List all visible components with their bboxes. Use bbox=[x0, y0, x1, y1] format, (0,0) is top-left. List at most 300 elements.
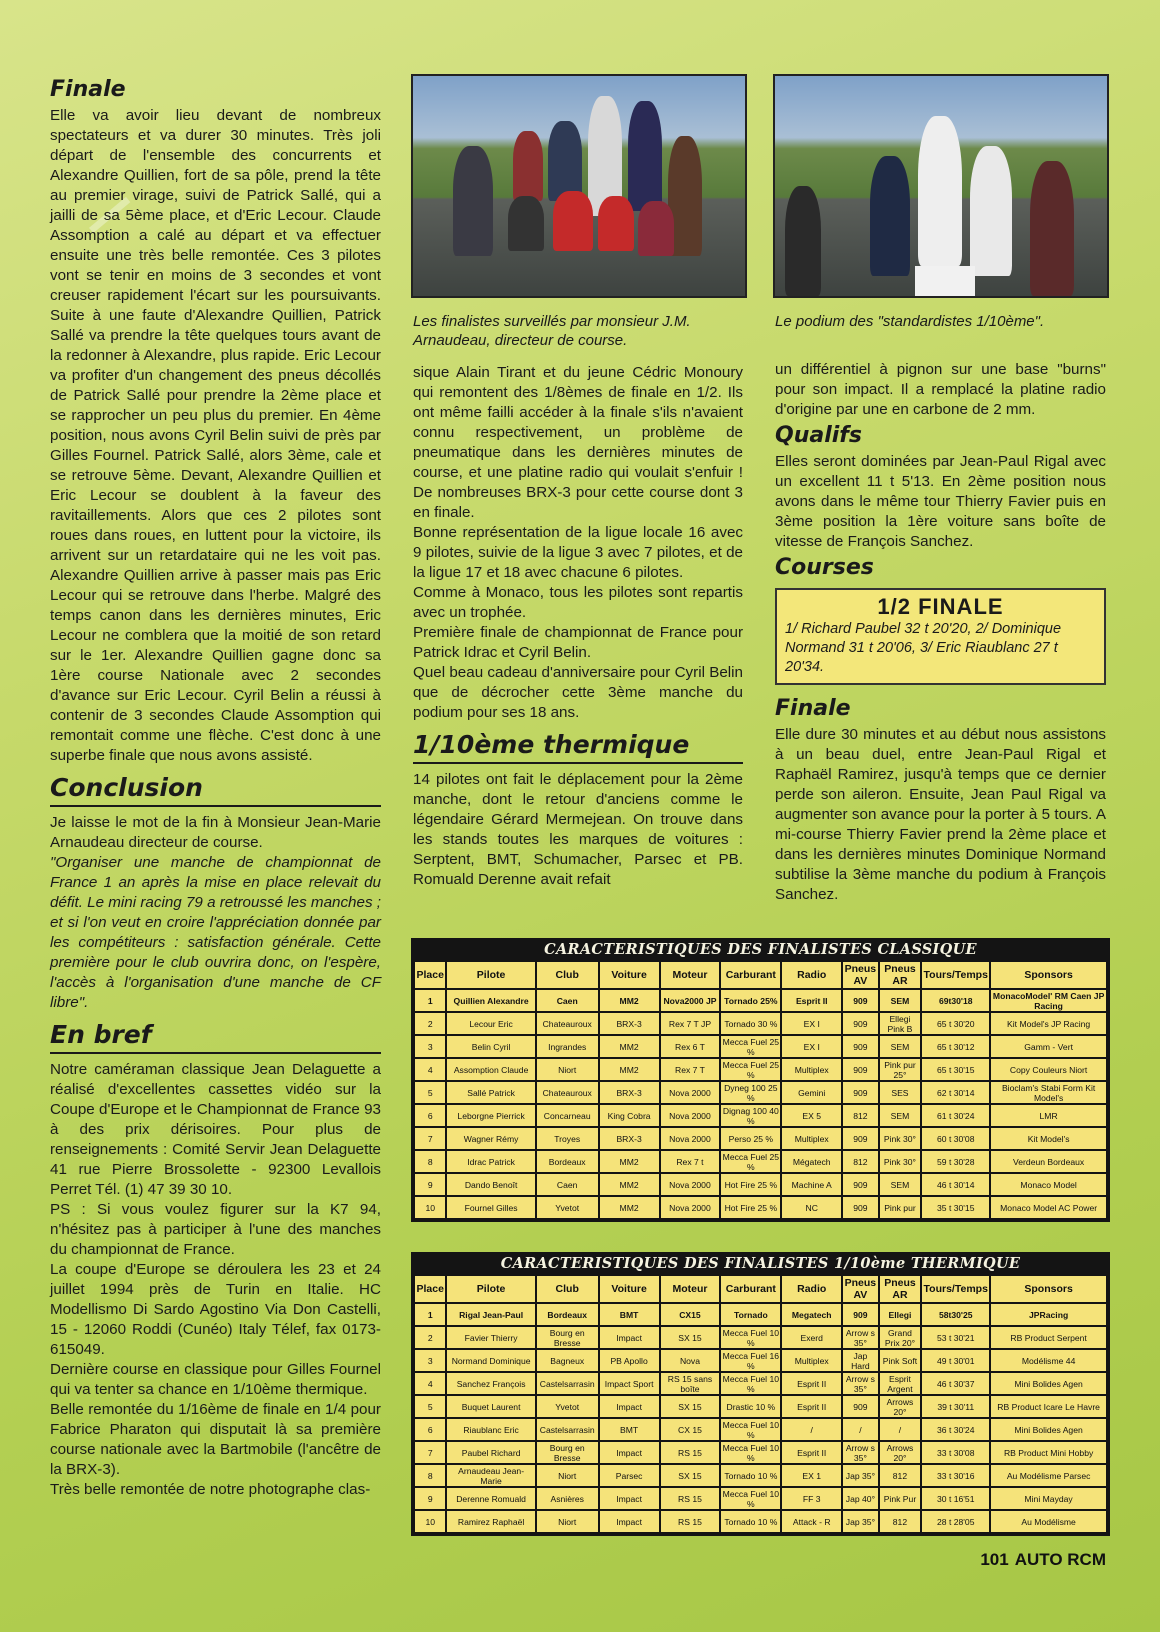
table-cell: 909 bbox=[843, 1396, 878, 1417]
table-cell: Nova bbox=[661, 1350, 720, 1371]
table-row bbox=[415, 1488, 1106, 1509]
column-header: Place bbox=[415, 962, 445, 988]
table-cell: 65 t 30'20 bbox=[922, 1013, 989, 1034]
table-cell: 909 bbox=[843, 1013, 878, 1034]
table-cell: CX15 bbox=[661, 1304, 720, 1325]
table-cell: PB Apollo bbox=[600, 1350, 659, 1371]
table-cell: Impact bbox=[600, 1488, 659, 1509]
table-cell: 812 bbox=[843, 1151, 878, 1172]
finale-heading-2: Finale bbox=[775, 696, 851, 721]
table-cell: SX 15 bbox=[661, 1327, 720, 1348]
table-cell: Impact bbox=[600, 1327, 659, 1348]
table-cell: 4 bbox=[415, 1373, 445, 1394]
table-cell: 909 bbox=[843, 1128, 878, 1149]
table-title: CARACTERISTIQUES DES FINALISTES 1/10ème THERMIQUE bbox=[500, 1255, 1021, 1272]
table-cell: 60 t 30'08 bbox=[922, 1128, 989, 1149]
table-cell: SES bbox=[880, 1082, 921, 1103]
table-cell: MM2 bbox=[600, 1059, 659, 1080]
column-header: Voiture bbox=[600, 1276, 659, 1302]
en-bref-paragraph: PS : Si vous voulez figurer sur la K7 94, n'hésitez pas à participer à l'une des manches du championnat de France. bbox=[50, 1201, 381, 1258]
table-cell: Tornado 10 % bbox=[721, 1511, 780, 1532]
table-row bbox=[415, 1304, 1106, 1325]
table-cell: SX 15 bbox=[661, 1396, 720, 1417]
table-cell: Ramirez Raphaël bbox=[447, 1511, 534, 1532]
en-bref-paragraph: Dernière course en classique pour Gilles Fournel qui va tenter sa chance en 1/10ème thermique. bbox=[50, 1361, 381, 1398]
conclusion-heading: Conclusion bbox=[50, 772, 381, 807]
column-left bbox=[50, 74, 381, 1500]
table-cell: Niort bbox=[537, 1465, 598, 1486]
table-cell: 36 t 30'24 bbox=[922, 1419, 989, 1440]
table-cell: 10 bbox=[415, 1197, 445, 1218]
table-cell: 9 bbox=[415, 1488, 445, 1509]
table-cell: Mecca Fuel 25 % bbox=[722, 1036, 780, 1057]
table-cell: Multiplex bbox=[782, 1350, 841, 1371]
table-cell: Arrow s 35° bbox=[843, 1442, 878, 1463]
article-paragraph: Comme à Monaco, tous les pilotes sont repartis avec un trophée. bbox=[413, 584, 743, 621]
finale-text: Elle va avoir lieu devant de nombreux spectateurs et va durer 30 minutes. Très joli départ de l'ensemble des concurrents et Alexandre Quillien, fort de sa pôle, prend la tête au premier virage, suivi de Patrick Sallé, qui a jailli de sa 5ème place, et d'Eric Lecour. Claude Assomption a calé au départ et va effectuer ensuite une très belle remontée. Ces 3 pilotes vont se tenir en moins de 3 secondes et vont creuser rapidement l'écart sur les poursuivants. Suite à une faute d'Alexandre Quillien, Patrick Sallé va prendre la tête quelques tours avant de la redonner à Alexandre, plus rapide. Eric Lecour va profiter d'un changement des pneus décollés de Patrick Sallé pour prendre la 2ème place et se rapprocher un peu plus du premier. En 4ème position, nous avons Cyril Belin suivi de près par Gilles Fournel. Patrick Sallé, alors 3ème, cale et se retrouve 5ème. Devant, Alexandre Quillien et Eric Lecour se doublent à la faveur des ravitaillements. Alors que ces 2 pilotes sont roues dans roues, en luttent pour la victoire, ils arrivent sur un retardataire qui ne les voit pas. Alexandre Quillien arrive à passer mais pas Eric Lecour qui se retrouve dans l'herbe. Malgré des temps canon dans les dernières minutes, Eric Lecour ne comblera que la moitié de son retard sur le 1er. Alexandre Quillien gagne donc sa 1ère course Nationale avec 2 secondes d'avance sur Eric Lecour. Cyril Belin a réussi à contenir de 3 secondes Claude Assomption qui remontait comme une flèche. C'est donc à une superbe finale que nous avons assisté. bbox=[50, 107, 381, 764]
table-cell: 46 t 30'37 bbox=[922, 1373, 989, 1394]
table-cell: 9 bbox=[415, 1174, 445, 1195]
table-cell: Tornado 25% bbox=[721, 990, 780, 1011]
table-cell: Esprit II bbox=[782, 1396, 841, 1417]
podium-photo bbox=[773, 74, 1109, 298]
table-cell: Rex 7 T bbox=[661, 1059, 720, 1080]
table-cell: Au Modélisme Parsec bbox=[991, 1465, 1106, 1486]
table-cell: Mecca Fuel 10 % bbox=[722, 1327, 780, 1348]
column-header: Place bbox=[415, 1276, 445, 1302]
table-cell: Troyes bbox=[537, 1128, 598, 1149]
table-header-row bbox=[415, 962, 1106, 988]
table-cell: / bbox=[880, 1419, 921, 1440]
table-cell: Niort bbox=[537, 1511, 598, 1532]
table-cell: Fournel Gilles bbox=[447, 1197, 534, 1218]
table-cell: SEM bbox=[880, 1036, 921, 1057]
table-cell: Drastic 10 % bbox=[721, 1396, 780, 1417]
table-cell: Mini Bolides Agen bbox=[991, 1373, 1106, 1394]
table-cell: SEM bbox=[880, 1174, 921, 1195]
table-cell: 39 t 30'11 bbox=[922, 1396, 989, 1417]
table-cell: Pink Soft bbox=[880, 1350, 921, 1371]
photo-caption-finalists: Les finalistes surveillés par monsieur J.M. Arnaudeau, directeur de course. bbox=[413, 313, 691, 349]
table-cell: 7 bbox=[415, 1442, 445, 1463]
table-cell: Dignag 100 40 % bbox=[722, 1105, 779, 1126]
article-paragraph: un différentiel à pignon sur une base "burns" pour son impact. Il a remplacé la platine radio d'origine par une en carbone de 2 mm. bbox=[775, 361, 1106, 418]
table-row bbox=[415, 1419, 1106, 1440]
table-row bbox=[415, 1396, 1106, 1417]
table-cell: Perso 25 % bbox=[721, 1128, 780, 1149]
table-cell: 1 bbox=[415, 990, 445, 1011]
table-cell: Chateauroux bbox=[537, 1013, 598, 1034]
table-cell: Chateauroux bbox=[537, 1082, 598, 1103]
table-cell: 8 bbox=[415, 1465, 445, 1486]
table-cell: Multiplex bbox=[782, 1059, 841, 1080]
table-cell: Verdeun Bordeaux bbox=[991, 1151, 1106, 1172]
table-cell: BRX-3 bbox=[600, 1082, 659, 1103]
table-cell: Nova 2000 bbox=[661, 1082, 720, 1103]
table-cell: Au Modélisme bbox=[991, 1511, 1106, 1532]
table-cell: SX 15 bbox=[661, 1465, 720, 1486]
table-cell: Ellegi Pink B bbox=[880, 1013, 921, 1034]
table-cell: Derenne Romuald bbox=[447, 1488, 534, 1509]
table-cell: Belin Cyril bbox=[447, 1036, 534, 1057]
table-cell: Nova 2000 bbox=[661, 1128, 720, 1149]
table-cell: 812 bbox=[880, 1511, 921, 1532]
table-cell: Hot Fire 25 % bbox=[721, 1174, 780, 1195]
column-header: Pilote bbox=[447, 1276, 534, 1302]
table-cell: Multiplex bbox=[782, 1128, 841, 1149]
column-header: Sponsors bbox=[991, 1276, 1106, 1302]
table-cell: Hot Fire 25 % bbox=[721, 1197, 780, 1218]
en-bref-paragraph: Très belle remontée de notre photographe clas- bbox=[50, 1481, 371, 1498]
table-cell: 35 t 30'15 bbox=[922, 1197, 989, 1218]
table-cell: EX I bbox=[782, 1036, 841, 1057]
table-cell: Leborgne Pierrick bbox=[447, 1105, 534, 1126]
table-cell: King Cobra bbox=[600, 1105, 659, 1126]
table-cell: Exerd bbox=[782, 1327, 841, 1348]
table-cell: Jap 35° bbox=[843, 1465, 878, 1486]
table-cell: 909 bbox=[843, 1082, 878, 1103]
table-row bbox=[415, 1059, 1106, 1080]
table-cell: Copy Couleurs Niort bbox=[991, 1059, 1106, 1080]
table-cell: Monaco Model AC Power bbox=[991, 1197, 1106, 1218]
finale-text-2: Elle dure 30 minutes et au début nous assistons à un beau duel, entre Jean-Paul Rigal et Raphaël Ramirez, jusqu'à temps que ce dernier perde son aileron. Ensuite, Jean Paul Rigal va augmenter son avance pour la porter à 5 tours. A mi-course Thierry Favier prend la 2ème place et dans les dernières minutes Dominique Normand subtilise la 3ème manche du podium à François Sanchez. bbox=[775, 726, 1106, 903]
table-cell: RS 15 bbox=[661, 1488, 720, 1509]
table-row bbox=[415, 1511, 1106, 1532]
table-cell: Pink pur bbox=[880, 1197, 921, 1218]
table-cell: LMR bbox=[991, 1105, 1106, 1126]
conclusion-quote: "Organiser une manche de championnat de France 1 an après la mise en place relevait du défit. Le mini racing 79 a retroussé les manches ; et si l'on veut en croire l'appréciation donnée par les compétiteurs : satisfaction générale. Cette première pour le club ouvrira donc, on l'espère, l'accès à l'organisation d'une manche de CF libre". bbox=[50, 854, 381, 1011]
data-table bbox=[413, 960, 1108, 1220]
table-title: CARACTERISTIQUES DES FINALISTES CLASSIQUE bbox=[544, 941, 977, 958]
table-cell: 7 bbox=[415, 1128, 445, 1149]
table-cell: Caen bbox=[537, 990, 598, 1011]
table-cell: 5 bbox=[415, 1396, 445, 1417]
column-header: Carburant bbox=[721, 962, 780, 988]
table-cell: Bagneux bbox=[537, 1350, 598, 1371]
table-cell: Megatech bbox=[782, 1304, 841, 1325]
table-cell: Arnaudeau Jean-Marie bbox=[447, 1465, 534, 1486]
photo-caption-podium: Le podium des "standardistes 1/10ème". bbox=[775, 313, 1045, 330]
finale-heading: Finale bbox=[50, 77, 126, 102]
table-cell: Nova 2000 bbox=[661, 1197, 720, 1218]
table-cell: Castelsarrasin bbox=[537, 1419, 598, 1440]
table-cell: Bourg en Bresse bbox=[537, 1327, 598, 1348]
table-cell: RS 15 bbox=[661, 1442, 720, 1463]
table-cell: 909 bbox=[843, 1197, 878, 1218]
magazine-name: AUTO RCM bbox=[1014, 1550, 1106, 1569]
table-cell: Asnières bbox=[537, 1488, 598, 1509]
table-cell: Kit Model's bbox=[991, 1128, 1106, 1149]
page-footer bbox=[980, 1550, 1106, 1570]
table-cell: MM2 bbox=[600, 1174, 659, 1195]
table-cell: Mecca Fuel 16 % bbox=[722, 1350, 780, 1371]
table-cell: Arrow s 35° bbox=[843, 1373, 878, 1394]
table-cell: Mecca Fuel 10 % bbox=[722, 1419, 780, 1440]
thermique-heading: 1/10ème thermique bbox=[413, 729, 743, 764]
article-paragraph: Première finale de championnat de France pour Patrick Idrac et Cyril Belin. bbox=[413, 624, 743, 661]
table-cell: Assomption Claude bbox=[447, 1059, 534, 1080]
table-cell: BMT bbox=[600, 1304, 659, 1325]
table-cell: BRX-3 bbox=[600, 1128, 659, 1149]
table-cell: 28 t 28'05 bbox=[922, 1511, 989, 1532]
table-cell: Jap 40° bbox=[843, 1488, 878, 1509]
table-cell: Bordeaux bbox=[537, 1151, 598, 1172]
table-cell: Lecour Eric bbox=[447, 1013, 534, 1034]
table-cell: Bioclam's Stabi Form Kit Model's bbox=[991, 1082, 1106, 1103]
en-bref-paragraph: La coupe d'Europe se déroulera les 23 et 24 juillet 1994 près de Turin en Italie. HC Modellismo Di Sardo Agostino Via Don Castelli, 15 - 12060 Roddi (Cunéo) Italy Télef, fax 0173-615049. bbox=[50, 1261, 381, 1358]
table-cell: Dando Benoît bbox=[447, 1174, 534, 1195]
table-cell: MM2 bbox=[600, 1151, 659, 1172]
table-cell: Riaublanc Eric bbox=[447, 1419, 534, 1440]
table-row bbox=[415, 1465, 1106, 1486]
table-cell: 8 bbox=[415, 1151, 445, 1172]
table-row bbox=[415, 1128, 1106, 1149]
table-thermique bbox=[411, 1252, 1110, 1536]
en-bref-paragraph: Notre caméraman classique Jean Delaguette a réalisé d'excellentes cassettes vidéo sur la Coupe d'Europe et le Championnat de France 93 à des prix dérisoires. Pour plus de renseignements : Comité Servir Jean Delaguette 41 rue Pierre Brossolette - 92300 Levallois Perret Tél. (1) 47 39 30 10. bbox=[50, 1061, 381, 1198]
table-cell: Mini Bolides Agen bbox=[991, 1419, 1106, 1440]
table-cell: 812 bbox=[880, 1465, 921, 1486]
table-cell: 6 bbox=[415, 1419, 445, 1440]
table-row bbox=[415, 1013, 1106, 1034]
table-row bbox=[415, 1373, 1106, 1394]
table-cell: 909 bbox=[843, 1174, 878, 1195]
conclusion-intro: Je laisse le mot de la fin à Monsieur Jean-Marie Arnaudeau directeur de course. bbox=[50, 814, 381, 851]
table-cell: BRX-3 bbox=[600, 1013, 659, 1034]
table-cell: Jap Hard bbox=[843, 1350, 878, 1371]
table-row bbox=[415, 1036, 1106, 1057]
page-number: 101 bbox=[980, 1550, 1009, 1569]
table-cell: Impact bbox=[600, 1442, 659, 1463]
table-cell: Parsec bbox=[600, 1465, 659, 1486]
table-cell: Grand Prix 20° bbox=[880, 1327, 921, 1348]
table-cell: Rex 7 t bbox=[661, 1151, 720, 1172]
table-cell: Mecca Fuel 25 % bbox=[722, 1059, 780, 1080]
table-cell: Gemini bbox=[782, 1082, 841, 1103]
table-cell: Wagner Rémy bbox=[447, 1128, 534, 1149]
table-row bbox=[415, 1442, 1106, 1463]
table-cell: 5 bbox=[415, 1082, 445, 1103]
table-cell: Yvetot bbox=[537, 1197, 598, 1218]
table-cell: Mecca Fuel 10 % bbox=[722, 1488, 780, 1509]
column-header: Pneus AV bbox=[844, 1277, 877, 1301]
table-row bbox=[415, 1082, 1106, 1103]
table-cell: Mini Mayday bbox=[991, 1488, 1106, 1509]
table-cell: Pink 30° bbox=[880, 1128, 921, 1149]
table-cell: 2 bbox=[415, 1013, 445, 1034]
table-cell: Mecca Fuel 25 % bbox=[722, 1151, 780, 1172]
table-cell: Ellegi bbox=[880, 1304, 921, 1325]
table-cell: Arrow s 35° bbox=[843, 1327, 878, 1348]
column-middle bbox=[413, 363, 743, 890]
table-cell: Yvetot bbox=[537, 1396, 598, 1417]
table-cell: Kit Model's JP Racing bbox=[991, 1013, 1106, 1034]
column-header: Voiture bbox=[600, 962, 659, 988]
table-cell: Tornado 10 % bbox=[721, 1465, 780, 1486]
table-cell: 30 t 16'51 bbox=[922, 1488, 989, 1509]
table-cell: Nova 2000 bbox=[661, 1174, 720, 1195]
table-cell: Nova2000 JP bbox=[661, 990, 720, 1011]
en-bref-heading: En bref bbox=[50, 1019, 381, 1054]
half-final-title: 1/2 FINALE bbox=[877, 594, 1004, 619]
table-cell: Arrows 20° bbox=[880, 1442, 921, 1463]
table-cell: Rex 6 T bbox=[661, 1036, 720, 1057]
en-bref-paragraph: Belle remontée du 1/16ème de finale en 1/4 pour Fabrice Pharaton qui disputait là sa première course nationale avec la Bartmobile (l'ancêtre de la BRX-3). bbox=[50, 1401, 381, 1478]
table-cell: RS 15 sans boîte bbox=[661, 1373, 720, 1394]
table-cell: 909 bbox=[843, 1059, 878, 1080]
table-cell: RB Product Serpent bbox=[991, 1327, 1106, 1348]
column-header: Club bbox=[537, 962, 598, 988]
qualifs-heading: Qualifs bbox=[775, 423, 862, 448]
table-cell: 61 t 30'24 bbox=[922, 1105, 989, 1126]
table-cell: Esprit II bbox=[782, 1442, 841, 1463]
table-cell: 65 t 30'15 bbox=[922, 1059, 989, 1080]
table-cell: Impact bbox=[600, 1396, 659, 1417]
table-cell: Esprit II bbox=[782, 1373, 841, 1394]
article-paragraph: sique Alain Tirant et du jeune Cédric Monoury qui remontent des 1/8èmes de finale en 1/2. Ils ont même failli accéder à la finale s'ils n'avaient connu respectivement, un problème de pneumatique dans les dernières minutes de course, et une platine radio qui voulait s'enfuir ! De nombreuses BRX-3 pour cette course dont 3 en finale. bbox=[413, 364, 743, 521]
table-cell: BMT bbox=[600, 1419, 659, 1440]
table-cell: 1 bbox=[415, 1304, 445, 1325]
table-classique bbox=[411, 938, 1110, 1222]
table-cell: Pink pur 25° bbox=[880, 1059, 921, 1080]
column-header: Tours/Temps bbox=[922, 1276, 989, 1302]
table-cell: Impact Sport bbox=[600, 1373, 659, 1394]
table-cell: Buquet Laurent bbox=[447, 1396, 534, 1417]
table-row bbox=[415, 1197, 1106, 1218]
table-cell: Nova 2000 bbox=[661, 1105, 720, 1126]
table-cell: Quillien Alexandre bbox=[447, 990, 534, 1011]
table-cell: Gamm - Vert bbox=[991, 1036, 1106, 1057]
table-cell: Ingrandes bbox=[537, 1036, 598, 1057]
table-row bbox=[415, 1105, 1106, 1126]
table-cell: Sallé Patrick bbox=[447, 1082, 534, 1103]
table-cell: 65 t 30'12 bbox=[922, 1036, 989, 1057]
table-cell: Idrac Patrick bbox=[447, 1151, 534, 1172]
table-cell: 59 t 30'28 bbox=[922, 1151, 989, 1172]
table-cell: Impact bbox=[600, 1511, 659, 1532]
table-cell: Castelsarrasin bbox=[537, 1373, 598, 1394]
table-cell: SEM bbox=[880, 1105, 921, 1126]
table-cell: Modélisme 44 bbox=[991, 1350, 1106, 1371]
table-cell: NC bbox=[782, 1197, 841, 1218]
column-header: Pneus AR bbox=[880, 1276, 921, 1302]
column-right bbox=[775, 360, 1106, 905]
table-cell: 6 bbox=[415, 1105, 445, 1126]
table-cell: Attack - R bbox=[782, 1511, 841, 1532]
column-header: Pneus AR bbox=[880, 962, 921, 988]
table-cell: SEM bbox=[880, 990, 921, 1011]
half-final-box bbox=[775, 588, 1106, 685]
table-cell: EX 5 bbox=[782, 1105, 841, 1126]
table-cell: 10 bbox=[415, 1511, 445, 1532]
table-cell: Concarneau bbox=[537, 1105, 598, 1126]
column-header: Pneus AV bbox=[844, 963, 877, 987]
finalists-photo bbox=[411, 74, 747, 298]
table-cell: Machine A bbox=[782, 1174, 841, 1195]
table-cell: Mégatech bbox=[782, 1151, 841, 1172]
table-cell: 909 bbox=[843, 1036, 878, 1057]
table-cell: 909 bbox=[843, 990, 878, 1011]
table-cell: Tornado 30 % bbox=[721, 1013, 780, 1034]
column-header: Moteur bbox=[661, 1276, 720, 1302]
table-cell: Caen bbox=[537, 1174, 598, 1195]
table-cell: RB Product Icare Le Havre bbox=[991, 1396, 1106, 1417]
table-cell: MonacoModel' RM Caen JP Racing bbox=[992, 990, 1105, 1011]
table-cell: 812 bbox=[843, 1105, 878, 1126]
table-cell: Mecca Fuel 10 % bbox=[722, 1373, 780, 1394]
table-cell: MM2 bbox=[600, 1197, 659, 1218]
column-header: Sponsors bbox=[991, 962, 1106, 988]
table-row bbox=[415, 1327, 1106, 1348]
table-cell: CX 15 bbox=[661, 1419, 720, 1440]
watermark: — bbox=[66, 169, 150, 254]
courses-heading: Courses bbox=[775, 555, 874, 580]
table-cell: / bbox=[843, 1419, 878, 1440]
half-final-results: 1/ Richard Paubel 32 t 20'20, 2/ Dominique Normand 31 t 20'06, 3/ Eric Riaublanc 27 t 20'34. bbox=[785, 621, 1062, 675]
table-cell: 62 t 30'14 bbox=[922, 1082, 989, 1103]
table-cell: JPRacing bbox=[991, 1304, 1106, 1325]
table-cell: Pink 30° bbox=[880, 1151, 921, 1172]
table-cell: Normand Dominique bbox=[447, 1350, 534, 1371]
qualifs-text: Elles seront dominées par Jean-Paul Rigal avec un excellent 11 t 5'13. En 2ème position nous avons dans le même tour Thierry Favier puis en 3ème position la 1ère voiture sans boîte de vitesse de François Sanchez. bbox=[775, 453, 1106, 550]
table-cell: RS 15 bbox=[661, 1511, 720, 1532]
table-cell: RB Product Mini Hobby bbox=[991, 1442, 1106, 1463]
table-cell: Rigal Jean-Paul bbox=[447, 1304, 534, 1325]
column-header: Radio bbox=[782, 962, 841, 988]
table-cell: 49 t 30'01 bbox=[922, 1350, 989, 1371]
article-paragraph: Quel beau cadeau d'anniversaire pour Cyril Belin que de décrocher cette 3ème manche du podium pour ses 18 ans. bbox=[413, 664, 743, 721]
table-cell: 46 t 30'14 bbox=[922, 1174, 989, 1195]
table-cell: Arrows 20° bbox=[880, 1396, 921, 1417]
table-cell: 3 bbox=[415, 1036, 445, 1057]
table-cell: / bbox=[782, 1419, 841, 1440]
table-cell: 69t30'18 bbox=[922, 990, 989, 1011]
table-cell: EX 1 bbox=[782, 1465, 841, 1486]
table-row bbox=[415, 1174, 1106, 1195]
table-cell: 58t30'25 bbox=[922, 1304, 989, 1325]
table-cell: Mecca Fuel 10 % bbox=[722, 1442, 780, 1463]
table-row bbox=[415, 1151, 1106, 1172]
table-header-row bbox=[415, 1276, 1106, 1302]
table-cell: 53 t 30'21 bbox=[922, 1327, 989, 1348]
table-cell: 909 bbox=[843, 1304, 878, 1325]
column-header: Radio bbox=[782, 1276, 841, 1302]
table-cell: Rex 7 T JP bbox=[661, 1013, 720, 1034]
data-table bbox=[413, 1274, 1108, 1534]
column-header: Club bbox=[537, 1276, 598, 1302]
table-cell: Monaco Model bbox=[991, 1174, 1106, 1195]
table-cell: 33 t 30'08 bbox=[922, 1442, 989, 1463]
table-cell: Tornado bbox=[721, 1304, 780, 1325]
table-row bbox=[415, 990, 1106, 1011]
article-paragraph: 14 pilotes ont fait le déplacement pour la 2ème manche, dont le retour d'anciens comme le légendaire Gérard Mermejean. On trouve dans les stands toutes les marques de voitures : Serptent, BMT, Schumacher, Parsec et PB. Romuald Derenne avait refait bbox=[413, 771, 743, 888]
table-cell: Pink Pur bbox=[880, 1488, 921, 1509]
table-cell: 3 bbox=[415, 1350, 445, 1371]
table-row bbox=[415, 1350, 1106, 1371]
table-cell: Esprit Argent bbox=[880, 1373, 921, 1394]
table-cell: Bourg en Bresse bbox=[537, 1442, 598, 1463]
table-cell: Niort bbox=[537, 1059, 598, 1080]
table-cell: Paubel Richard bbox=[447, 1442, 534, 1463]
article-paragraph: Bonne représentation de la ligue locale 16 avec 9 pilotes, suivie de la ligue 3 avec 7 pilotes, et de la ligue 17 et 18 avec chacune 6 pilotes. bbox=[413, 524, 743, 581]
table-cell: 4 bbox=[415, 1059, 445, 1080]
table-cell: EX I bbox=[782, 1013, 841, 1034]
table-cell: 33 t 30'16 bbox=[922, 1465, 989, 1486]
table-cell: Esprit II bbox=[782, 990, 841, 1011]
table-cell: Sanchez François bbox=[447, 1373, 534, 1394]
table-cell: FF 3 bbox=[782, 1488, 841, 1509]
table-cell: Favier Thierry bbox=[447, 1327, 534, 1348]
column-header: Moteur bbox=[661, 962, 720, 988]
